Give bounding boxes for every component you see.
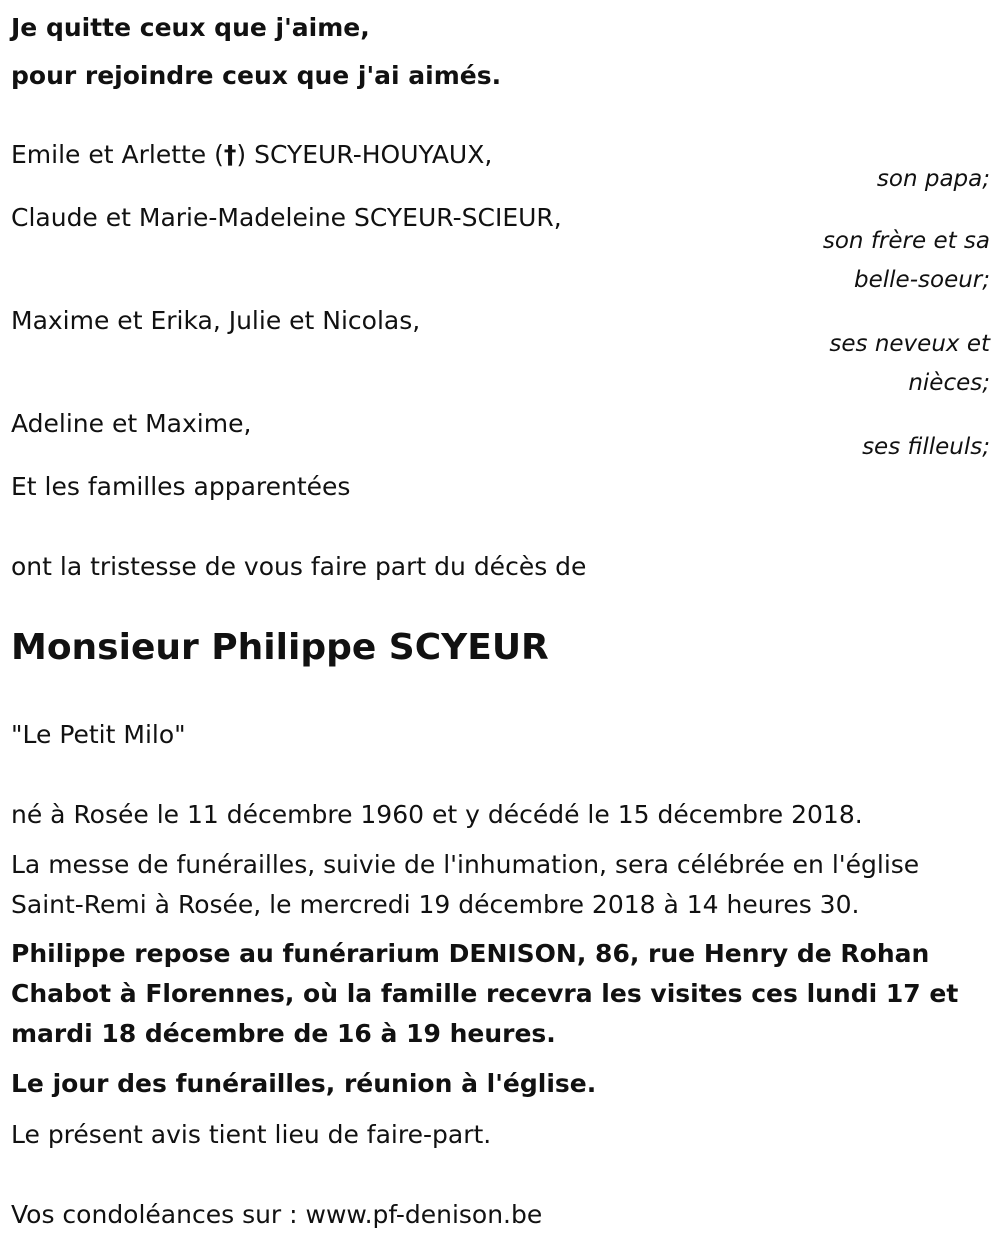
relation-line: ses neveux et: [829, 331, 990, 357]
family-member-1-suffix: ) SCYEUR-HOUYAUX,: [236, 140, 493, 169]
funeral-mass-info: La messe de funérailles, suivie de l'inhumation, sera célébrée en l'église Saint-Remi à Rosée, le mercredi 19 décembre 2018 à 14 heures 30.: [11, 850, 920, 919]
relation-line: ses filleuls;: [862, 434, 990, 460]
family-member-5: Et les familles apparentées: [11, 472, 351, 501]
family-relation-2: [823, 222, 990, 300]
deceased-nickname: "Le Petit Milo": [11, 720, 186, 749]
family-member-3: Maxime et Erika, Julie et Nicolas,: [11, 306, 421, 335]
family-member-1-prefix: Emile et Arlette (: [11, 140, 224, 169]
visitation-info: Philippe repose au funérarium DENISON, 86, rue Henry de Rohan Chabot à Florennes, où la famille recevra les visites ces lundi 17 et mardi 18 décembre de 16 à 19 heures.: [11, 939, 959, 1048]
deceased-name: Monsieur Philippe SCYEUR: [11, 627, 549, 668]
family-relation-3: [829, 325, 990, 403]
condolences-text: Vos condoléances sur : www.pf-denison.be: [11, 1200, 543, 1229]
relation-line: son papa;: [876, 166, 990, 192]
relation-line: son frère et sa: [822, 228, 990, 254]
family-member-1: [11, 135, 492, 175]
epigraph-line-1: Je quitte ceux que j'aime,: [11, 13, 370, 42]
meeting-info: Le jour des funérailles, réunion à l'église.: [11, 1069, 597, 1098]
epigraph-line-2: pour rejoindre ceux que j'ai aimés.: [11, 61, 502, 90]
family-member-2: Claude et Marie-Madeleine SCYEUR-SCIEUR,: [11, 203, 562, 232]
cross-icon: †: [223, 140, 237, 169]
announcement: ont la tristesse de vous faire part du décès de: [11, 552, 587, 581]
family-relation-4: [862, 428, 990, 467]
relation-line: belle-soeur;: [854, 267, 990, 293]
notice-text: Le présent avis tient lieu de faire-part.: [11, 1120, 492, 1149]
family-relation-1: [877, 160, 990, 199]
relation-line: nièces;: [908, 370, 990, 396]
birth-death-info: né à Rosée le 11 décembre 1960 et y décédé le 15 décembre 2018.: [11, 800, 863, 829]
family-member-4: Adeline et Maxime,: [11, 409, 252, 438]
